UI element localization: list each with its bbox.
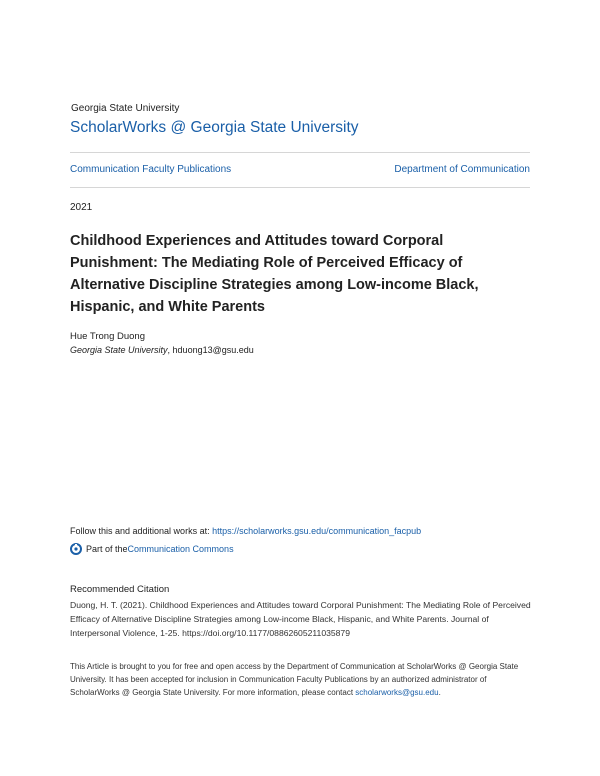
part-of-line bbox=[70, 543, 234, 555]
repository-link[interactable]: ScholarWorks @ Georgia State University bbox=[70, 119, 359, 136]
part-of-prefix: Part of the bbox=[86, 544, 128, 554]
follow-url-link[interactable]: https://scholarworks.gsu.edu/communication_facpub bbox=[212, 526, 422, 536]
divider-top bbox=[70, 152, 530, 153]
affiliation-email: , hduong13@gsu.edu bbox=[167, 345, 254, 355]
series-link[interactable]: Communication Faculty Publications bbox=[70, 164, 232, 175]
publication-year: 2021 bbox=[70, 202, 93, 213]
affiliation-university: Georgia State University bbox=[70, 345, 168, 355]
article-title: Childhood Experiences and Attitudes toward Corporal Punishment: The Mediating Role of Perceived Efficacy of Alternative Discipline Strategies among Low-income Black, Hispanic, and White Parents bbox=[70, 233, 479, 315]
follow-line bbox=[70, 526, 421, 536]
communication-commons-link[interactable]: Communication Commons bbox=[127, 544, 234, 554]
institution-name: Georgia State University bbox=[71, 103, 180, 114]
contact-email-link[interactable]: scholarworks@gsu.edu bbox=[355, 688, 439, 697]
access-notice bbox=[70, 660, 532, 699]
divider-bottom bbox=[70, 187, 530, 188]
department-link[interactable]: Department of Communication bbox=[394, 164, 530, 175]
open-access-icon bbox=[70, 543, 82, 555]
citation-text: Duong, H. T. (2021). Childhood Experiences and Attitudes toward Corporal Punishment: The Mediating Role of Perceived Efficacy of Alternative Discipline Strategies among Low-income Black, Hispanic, and White Parents. Journal of Interpersonal Violence, 1-25. https://doi.org/10.1177/08862605211035879 bbox=[70, 600, 531, 638]
notice-suffix: . bbox=[438, 688, 441, 697]
follow-prefix: Follow this and additional works at: bbox=[70, 526, 213, 536]
author-affiliation bbox=[70, 345, 254, 355]
author-name: Hue Trong Duong bbox=[70, 331, 145, 342]
recommended-citation-heading: Recommended Citation bbox=[70, 584, 170, 595]
notice-text: This Article is brought to you for free and open access by the Department of Communication at ScholarWorks @ Georgia State University. It has been accepted for inclusion in Communication Faculty Publications by an authorized administrator of ScholarWorks @ Georgia State University. For more information, please contact bbox=[70, 662, 519, 697]
